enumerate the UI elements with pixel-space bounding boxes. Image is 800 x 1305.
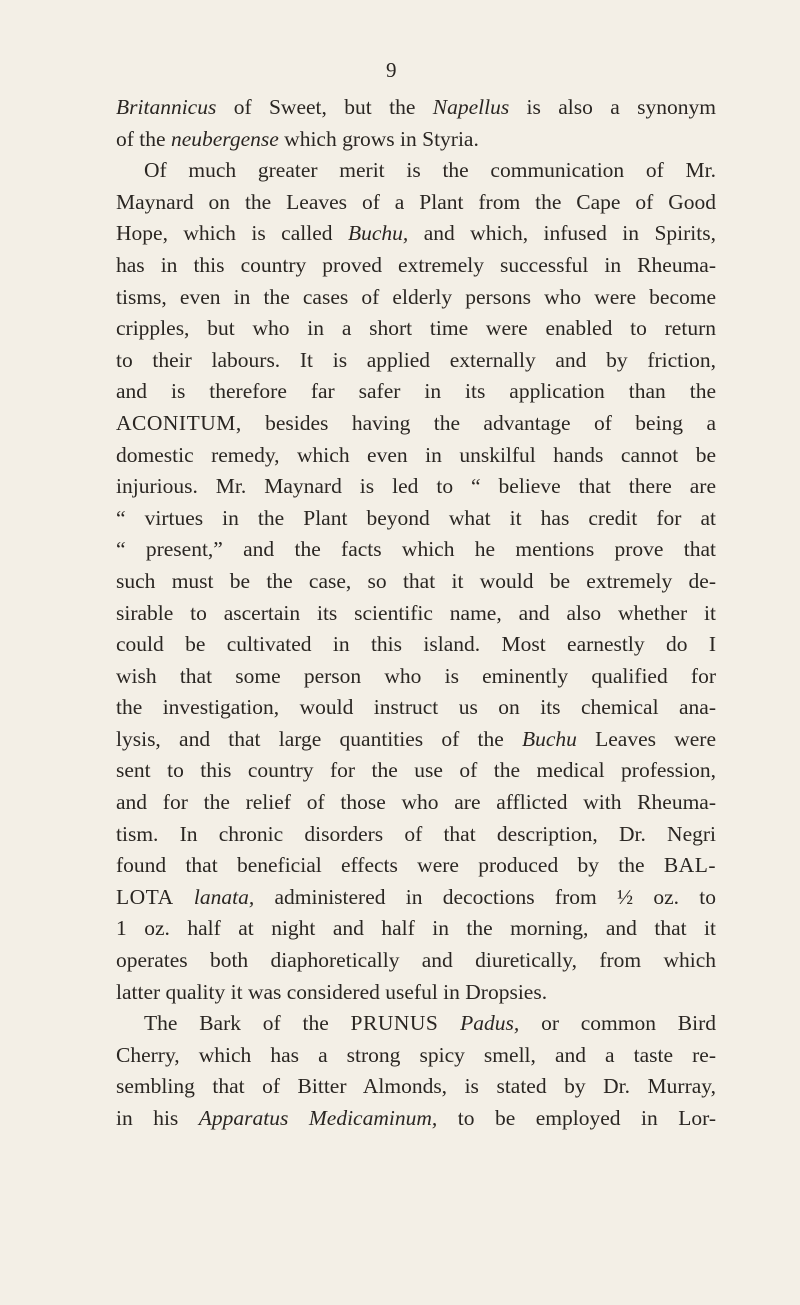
text-line: such must be the case, so that it would be extremely de- bbox=[116, 568, 716, 593]
text-line: Cherry, which has a strong spicy smell, and a taste re- bbox=[116, 1042, 716, 1067]
text-line: sent to this country for the use of the medical profession, bbox=[116, 758, 716, 783]
text-line: wish that some person who is eminently qualified for bbox=[116, 663, 716, 688]
text-line: cripples, but who in a short time were enabled to return bbox=[116, 316, 716, 341]
text-line: Britannicus of Sweet, but the Napellus is also a synonym bbox=[116, 95, 716, 119]
text-line: “ virtues in the Plant beyond what it has credit for at bbox=[116, 505, 716, 530]
text-line: operates both diaphoretically and diuretically, from which bbox=[116, 948, 716, 973]
text-line: could be cultivated in this island. Most earnestly do I bbox=[116, 632, 716, 657]
text-line: domestic remedy, which even in unskilful hands cannot be bbox=[116, 442, 716, 467]
text-line: and is therefore far safer in its application than the bbox=[116, 379, 716, 404]
text-line: injurious. Mr. Maynard is led to “ believe that there are bbox=[116, 474, 716, 499]
text-line: tisms, even in the cases of elderly persons who were become bbox=[116, 284, 716, 309]
text-line: lysis, and that large quantities of the Buchu Leaves were bbox=[116, 726, 716, 751]
text-line: sembling that of Bitter Almonds, is stated by Dr. Murray, bbox=[116, 1074, 716, 1099]
text-line: The Bark of the PRUNUS Padus, or common Bird bbox=[144, 1011, 716, 1036]
page-number: 9 bbox=[386, 58, 398, 82]
text-line: to their labours. It is applied externally and by friction, bbox=[116, 347, 716, 372]
text-line: of the neubergense which grows in Styria. bbox=[116, 126, 479, 151]
text-line: latter quality it was considered useful in Dropsies. bbox=[116, 979, 548, 1004]
text-line: and for the relief of those who are afflicted with Rheuma- bbox=[116, 790, 716, 815]
text-line: tism. In chronic disorders of that description, Dr. Negri bbox=[116, 821, 716, 846]
text-line: Hope, which is called Buchu, and which, infused in Spirits, bbox=[116, 221, 716, 246]
text-line: found that beneficial effects were produced by the BAL- bbox=[116, 853, 716, 878]
text-line: has in this country proved extremely successful in Rheuma- bbox=[116, 252, 716, 277]
text-line: the investigation, would instruct us on its chemical ana- bbox=[116, 695, 716, 720]
text-line: sirable to ascertain its scientific name, and also whether it bbox=[116, 600, 716, 625]
text-line: Maynard on the Leaves of a Plant from the Cape of Good bbox=[116, 189, 716, 214]
text-line: in his Apparatus Medicaminum, to be employed in Lor- bbox=[116, 1106, 716, 1130]
text-line: LOTA lanata, administered in decoctions from ½ oz. to bbox=[116, 884, 717, 909]
text-line: “ present,” and the facts which he mentions prove that bbox=[116, 537, 716, 562]
body-text bbox=[116, 92, 716, 1135]
text-line: Of much greater merit is the communication of Mr. bbox=[144, 158, 716, 183]
text-line: ACONITUM, besides having the advantage of being a bbox=[116, 410, 716, 435]
text-line: 1 oz. half at night and half in the morning, and that it bbox=[116, 916, 716, 941]
